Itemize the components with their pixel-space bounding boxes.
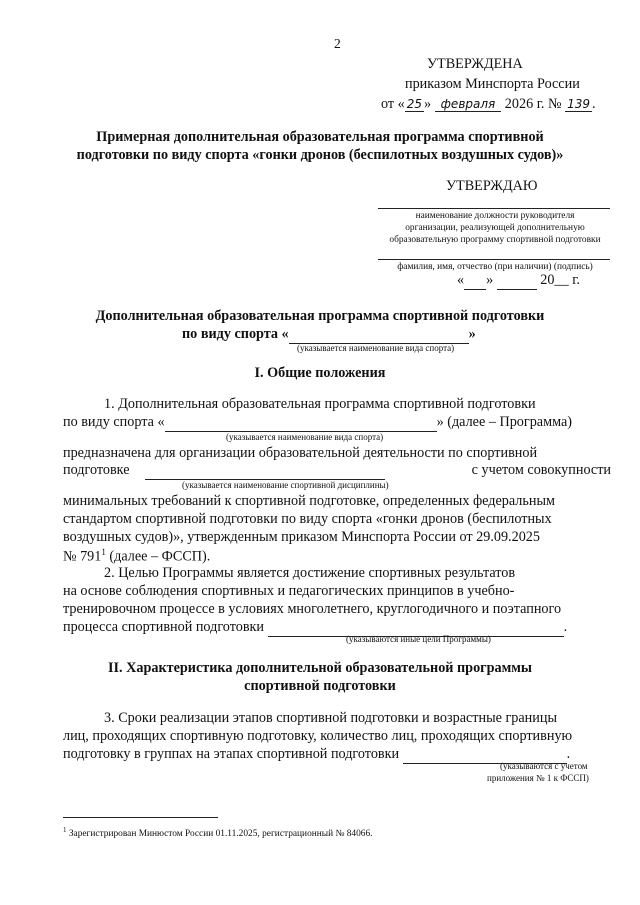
p2-line3: тренировочном процессе в условиях многолетнего, круглогодичного и поэтапного <box>63 601 562 617</box>
p3-line2: лиц, проходящих спортивную подготовку, количество лиц, проходящих спортивную <box>63 728 573 744</box>
date-mid: » <box>424 96 432 112</box>
program-title-suffix: » <box>468 326 476 342</box>
p2-line1: 2. Целью Программы является достижение спортивных результатов <box>104 565 516 581</box>
section2-title-line2: спортивной подготовки <box>244 678 396 694</box>
p1-line8-prefix: № 791 <box>63 548 102 565</box>
footnote-separator <box>63 817 218 818</box>
approve-title: УТВЕРЖДАЮ <box>446 178 538 194</box>
p3-hint1: (указываются с учетом <box>500 761 588 771</box>
p1-line7: воздушных судов)», утвержденным приказом Минспорта России от 29.09.2025 <box>63 529 540 545</box>
footnote-ref[interactable]: 1 <box>101 547 106 557</box>
approval-order-line: приказом Минспорта России <box>405 76 580 92</box>
date-prefix: от « <box>381 96 405 112</box>
date-year: 2026 г. № <box>504 96 562 112</box>
p3-line3 <box>63 746 570 764</box>
p1-line6: стандартом спортивной подготовки по виду спорта «гонки дронов (беспилотных <box>63 511 552 527</box>
p2-line2: на основе соблюдения спортивных и педагогических принципов в учебно- <box>63 583 515 599</box>
date-day-handwritten: 25 <box>406 97 423 111</box>
p2-line4-suffix: . <box>563 619 568 635</box>
p2-line4-prefix: процесса спортивной подготовки <box>63 619 265 635</box>
p3-line1: 3. Сроки реализации этапов спортивной подготовки и возрастные границы <box>104 710 557 726</box>
p1-line2-prefix: по виду спорта « <box>63 414 165 430</box>
approval-title: УТВЕРЖДЕНА <box>427 56 523 72</box>
p1-hint1: (указывается наименование вида спорта) <box>226 432 384 442</box>
approval-date-line: от « 25 » февраля 2026 г. № 139 . <box>381 96 596 112</box>
p1-line4-suffix: с учетом совокупности <box>471 462 611 478</box>
p3-hint2: приложения № 1 к ФССП) <box>487 773 589 783</box>
date-number-handwritten: 139 <box>567 97 591 111</box>
p1-line8-suffix: (далее – ФССП). <box>105 548 211 565</box>
doc-title-line1: Примерная дополнительная образовательная программа спортивной <box>96 129 544 145</box>
approve-name-hint: фамилия, имя, отчество (при наличии) (подпись) <box>397 262 593 272</box>
p1-line1: 1. Дополнительная образовательная программа спортивной подготовки <box>104 396 536 412</box>
approve-date-year: 20__ г. <box>540 272 580 288</box>
doc-title-line2: подготовки по виду спорта «гонки дронов (беспилотных воздушных судов)» <box>76 147 564 163</box>
program-title-hint: (указывается наименование вида спорта) <box>297 343 455 353</box>
page-number: 2 <box>334 36 341 51</box>
program-title-line1: Дополнительная образовательная программа спортивной подготовки <box>95 308 545 324</box>
footnote <box>63 826 373 839</box>
approve-hint-line2: организации, реализующей дополнительную <box>405 223 585 233</box>
p2-line4 <box>63 619 567 637</box>
p1-line8 <box>63 547 210 566</box>
approve-date: « » 20__ г. <box>457 272 580 288</box>
p3-line3-prefix: подготовку в группах на этапах спортивной подготовки <box>63 746 400 762</box>
section2-title-line1: II. Характеристика дополнительной образовательной программы <box>107 660 532 676</box>
p1-line5: минимальных требований к спортивной подготовке, определенных федеральным <box>63 493 555 509</box>
p1-line2 <box>63 414 572 432</box>
date-month-handwritten: февраля <box>435 97 502 112</box>
program-title-line2 <box>182 326 476 344</box>
p3-line3-suffix: . <box>566 746 571 762</box>
footnote-mark: 1 <box>63 826 67 834</box>
p1-line4-prefix: подготовке <box>63 462 130 478</box>
section1-title: I. Общие положения <box>254 365 386 381</box>
p1-line3: предназначена для организации образовательной деятельности по спортивной <box>63 445 538 461</box>
approve-hint-line3: образовательную программу спортивной подготовки <box>389 235 601 245</box>
p1-line2-suffix: » (далее – Программа) <box>436 414 572 430</box>
p1-line4 <box>63 462 611 480</box>
p1-hint2: (указывается наименование спортивной дисциплины) <box>182 480 389 490</box>
program-title-prefix: по виду спорта « <box>182 326 289 342</box>
footnote-text: Зарегистрирован Минюстом России 01.11.2025, регистрационный № 84066. <box>66 829 373 840</box>
p2-hint: (указываются иные цели Программы) <box>346 634 491 644</box>
approve-position-line <box>378 208 610 209</box>
approve-name-line <box>378 259 610 260</box>
approve-hint-line1: наименование должности руководителя <box>415 211 575 221</box>
